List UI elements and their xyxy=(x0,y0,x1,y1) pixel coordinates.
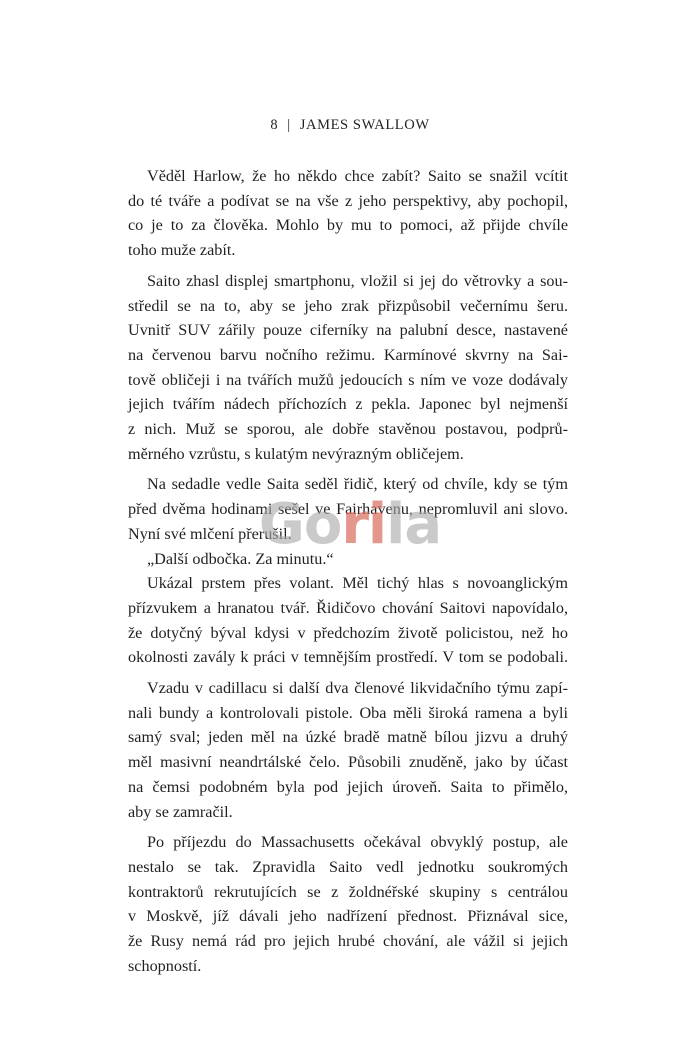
paragraph-7 xyxy=(128,830,568,978)
text-line: toho muže zabít. xyxy=(128,241,236,260)
header-separator: | xyxy=(287,117,291,133)
text-line: tově obličeji i na tvářích mužů jedoucích s ním ve voze dodávaly xyxy=(128,370,568,389)
page-number: 8 xyxy=(270,117,279,133)
text-line: Nyní své mlčení přerušil. xyxy=(128,524,292,543)
running-header xyxy=(0,117,700,134)
text-line: samý sval; jeden měl na úzké bradě matně bílou jizvu a druhý xyxy=(128,728,568,747)
watermark-part: la xyxy=(386,492,442,557)
text-line: měrného vzrůstu, s kulatým nevýrazným obličejem. xyxy=(128,444,464,463)
text-line: na červenou barvu nočního režimu. Karmínové skvrny na Sai- xyxy=(128,345,568,364)
paragraph-4 xyxy=(128,547,568,572)
watermark-accent: ri xyxy=(341,492,387,557)
text-line: Vzadu v cadillacu si další dva členové likvidačního týmu zapí- xyxy=(147,679,568,698)
text-line: nali bundy a kontrolovali pistole. Oba měli široká ramena a byli xyxy=(128,703,568,722)
body-text xyxy=(128,164,568,979)
text-line: před dvěma hodinami sešel ve Fairhavenu, nepromluvil ani slovo. xyxy=(128,500,568,519)
paragraph-3 xyxy=(128,472,568,546)
text-line: do té tváře a podívat se na vše z jeho perspektivy, aby pochopil, xyxy=(128,191,568,210)
text-line: nestalo se tak. Zpravidla Saito vedl jednotku soukromých xyxy=(128,857,568,876)
text-line: z nich. Muž se sporou, ale dobře stavěnou postavou, podprů- xyxy=(128,420,568,439)
watermark-part: Go xyxy=(258,492,342,557)
paragraph-5 xyxy=(128,571,568,670)
text-line: co je to za člověka. Mohlo by mu to pomoci, až přijde chvíle xyxy=(128,216,568,235)
text-line: přízvukem a hranatou tvář. Řidičovo chování Saitovi napovídalo, xyxy=(128,598,568,617)
text-line: měl masivní neandrtálské čelo. Působili znuděně, jako by účast xyxy=(128,753,568,772)
paragraph-2 xyxy=(128,269,568,467)
text-line: schopností. xyxy=(128,956,202,975)
author-name: JAMES SWALLOW xyxy=(299,117,430,133)
paragraph-6 xyxy=(128,676,568,824)
text-line: Ukázal prstem přes volant. Měl tichý hlas s novoanglickým xyxy=(147,574,568,593)
text-line: středil se na to, aby se jeho zrak přizpůsobil večernímu šeru. xyxy=(128,296,568,315)
text-line: okolnosti zavály k práci v temnějším prostředí. V tom se podobali. xyxy=(128,648,568,667)
text-line: v Moskvě, jíž dávali jeho nadřízení přednost. Přiznával sice, xyxy=(128,907,568,926)
paragraph-1 xyxy=(128,164,568,263)
text-line: Na sedadle vedle Saita seděl řidič, který od chvíle, kdy se tým xyxy=(147,475,568,494)
text-line: že dotyčný býval kdysi v předchozím životě policistou, než ho xyxy=(128,623,568,642)
text-line: Po příjezdu do Massachusetts očekával obvyklý postup, ale xyxy=(147,833,568,852)
text-line: jejich tvářím nádech příchozích z pekla. Japonec byl nejmenší xyxy=(128,395,568,414)
text-line: Věděl Harlow, že ho někdo chce zabít? Saito se snažil vcítit xyxy=(147,167,568,185)
text-line: „Další odbočka. Za minutu.“ xyxy=(147,549,334,568)
text-line: Saito zhasl displej smartphonu, vložil si jej do větrovky a sou- xyxy=(147,271,568,290)
text-line: Uvnitř SUV zářily pouze ciferníky na palubní desce, nastavené xyxy=(128,321,568,340)
text-line: na čemsi podobném byla pod jejich úroveň. Saita to přimělo, xyxy=(128,777,568,796)
text-line: že Rusy nemá rád pro jejich hrubé chování, ale vážil si jejich xyxy=(128,932,568,951)
text-line: aby se zamračil. xyxy=(128,802,233,821)
text-line: kontraktorů rekrutujících se z žoldnéřské skupiny s centrálou xyxy=(128,882,568,901)
